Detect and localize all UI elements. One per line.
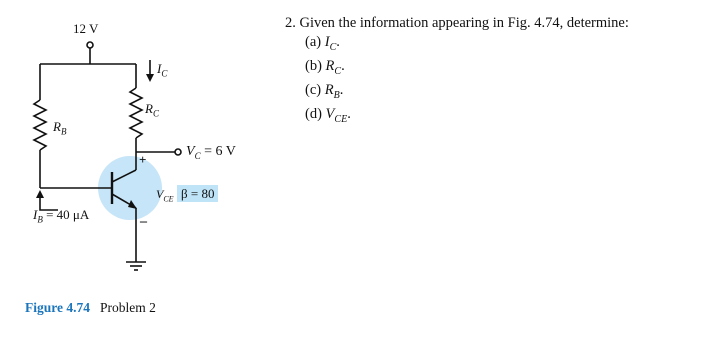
- supply-terminal: [87, 42, 93, 48]
- problem-heading: 2. Given the information appearing in Fig. 4.74, determine:: [285, 15, 629, 31]
- caption-text: Problem 2: [100, 300, 156, 315]
- beta-label: β = 80: [177, 185, 218, 202]
- problem-items: [285, 33, 629, 129]
- rb-label: $R_B$: [53, 119, 67, 137]
- plus-sign: +: [139, 152, 147, 167]
- vc-label: $V_C = 6$ V: [186, 144, 236, 161]
- ib-arrow-head: [36, 190, 44, 198]
- problem-item-c: (c) $R_B$.: [305, 81, 344, 101]
- rb-resistor: [34, 100, 46, 150]
- minus-sign: –: [140, 214, 147, 229]
- problem-item-a: (a) $I_C$.: [305, 33, 340, 53]
- figure-number: Figure 4.74: [25, 300, 90, 315]
- supply-label: 12 V: [73, 21, 99, 36]
- vc-terminal: [175, 149, 181, 155]
- ic-label: $I_C$: [157, 61, 168, 79]
- problem-item-b: (b) $R_C$.: [305, 57, 345, 77]
- problem-item-d: (d) $V_{CE}$.: [305, 105, 351, 125]
- problem-statement: [285, 14, 629, 128]
- vce-label: $V_{CE}$: [156, 187, 174, 204]
- ib-label: $I_B = 40$ μA: [33, 207, 90, 225]
- rc-resistor: [130, 88, 142, 138]
- rc-label: $R_C$: [145, 101, 159, 119]
- figure-caption: [25, 300, 156, 316]
- ic-arrow-head: [146, 74, 154, 82]
